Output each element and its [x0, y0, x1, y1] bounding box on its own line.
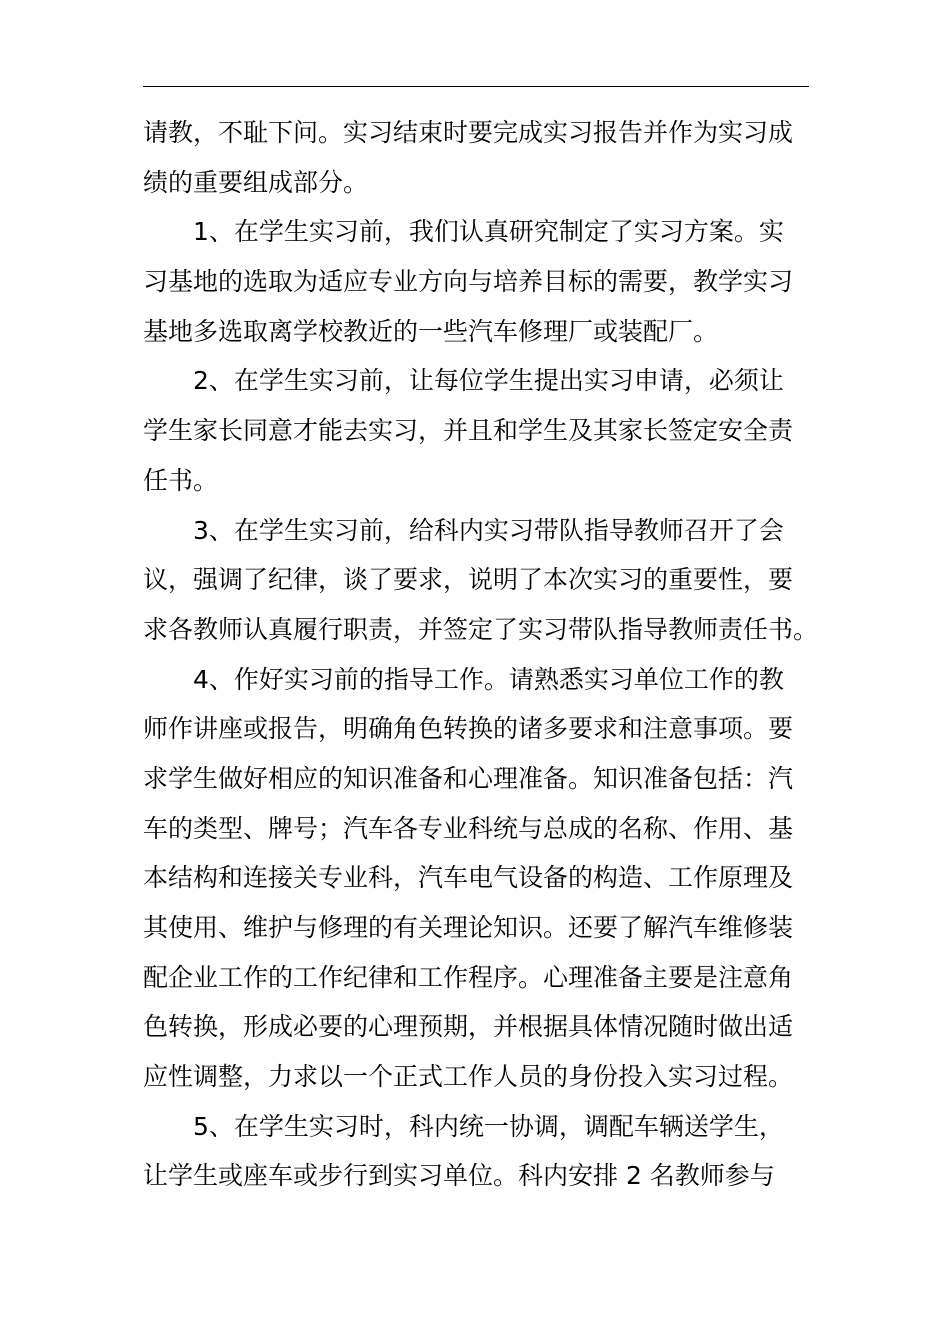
- text-line: 求学生做好相应的知识准备和心理准备。知识准备包括：汽: [143, 763, 794, 793]
- page-body: [143, 108, 823, 1201]
- text-line: 议，强调了纪律，谈了要求，说明了本次实习的重要性，要: [143, 565, 794, 595]
- text-line: 学生家长同意才能去实习，并且和学生及其家长签定安全责: [143, 416, 794, 446]
- text-line: 习基地的选取为适应专业方向与培养目标的需要，教学实习: [143, 267, 794, 297]
- text-line: 绩的重要组成部分。: [143, 167, 369, 197]
- text-line: 其使用、维护与修理的有关理论知识。还要了解汽车维修装: [143, 913, 794, 942]
- paragraph-item-2: [143, 356, 823, 505]
- paragraph-item-5: [143, 1102, 823, 1201]
- paragraph-item-4: [143, 655, 823, 1102]
- text-line: 请教，不耻下问。实习结束时要完成实习报告并作为实习成: [143, 118, 794, 147]
- text-line: 车的类型、牌号；汽车各专业科统与总成的名称、作用、基: [143, 813, 794, 843]
- paragraph-continuation: [143, 108, 823, 207]
- text-line: 任书。: [143, 465, 219, 495]
- text-line: 本结构和连接关专业科，汽车电气设备的构造、工作原理及: [143, 863, 794, 893]
- text-line: 1、在学生实习前，我们认真研究制定了实习方案。实: [193, 217, 784, 247]
- text-line: 师作讲座或报告，明确角色转换的诸多要求和注意事项。要: [143, 714, 794, 744]
- text-line: 基地多选取离学校教近的一些汽车修理厂或装配厂。: [143, 316, 719, 346]
- text-line: 4、作好实习前的指导工作。请熟悉实习单位工作的教: [193, 664, 784, 694]
- paragraph-item-1: [143, 207, 823, 356]
- text-line: 3、在学生实习前，给科内实习带队指导教师召开了会: [193, 515, 784, 545]
- text-line: 应性调整，力求以一个正式工作人员的身份投入实习过程。: [143, 1062, 794, 1092]
- text-line: 色转换，形成必要的心理预期，并根据具体情况随时做出适: [143, 1012, 794, 1042]
- text-line: 配企业工作的工作纪律和工作程序。心理准备主要是注意角: [143, 962, 794, 992]
- header-rule: [143, 86, 809, 87]
- text-line: 让学生或座车或步行到实习单位。科内安排 2 名教师参与: [143, 1161, 775, 1191]
- text-line: 求各教师认真履行职责，并签定了实习带队指导教师责任书。: [143, 614, 819, 644]
- paragraph-item-3: [143, 506, 823, 655]
- text-line: 5、在学生实习时，科内统一协调，调配车辆送学生，: [193, 1111, 784, 1141]
- text-line: 2、在学生实习前，让每位学生提出实习申请，必须让: [193, 366, 784, 396]
